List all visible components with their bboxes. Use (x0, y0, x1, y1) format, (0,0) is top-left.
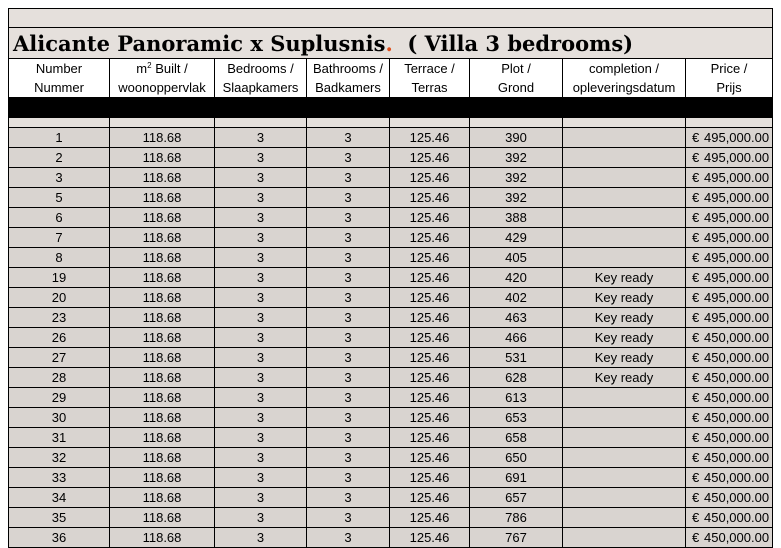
spacer-cell[interactable] (307, 118, 390, 128)
cell-number[interactable]: 32 (9, 448, 110, 468)
cell-bathrooms[interactable]: 3 (307, 288, 390, 308)
price-table (8, 8, 773, 548)
cell-completion[interactable] (563, 448, 686, 468)
cell-bathrooms[interactable]: 3 (307, 388, 390, 408)
cell-completion[interactable] (563, 188, 686, 208)
currency-symbol: € (692, 450, 700, 465)
cell-built[interactable]: 118.68 (110, 168, 215, 188)
cell-number[interactable]: 19 (9, 268, 110, 288)
spreadsheet (8, 8, 772, 548)
cell-bathrooms[interactable]: 3 (307, 228, 390, 248)
cell-bathrooms[interactable]: 3 (307, 128, 390, 148)
cell-bedrooms[interactable]: 3 (215, 328, 307, 348)
price-value: 495,000.00 (704, 150, 770, 165)
cell-bedrooms[interactable]: 3 (215, 128, 307, 148)
table-row (9, 468, 773, 488)
cell-bathrooms[interactable]: 3 (307, 268, 390, 288)
cell-terrace[interactable]: 125.46 (390, 408, 470, 428)
cell-plot[interactable]: 653 (470, 408, 563, 428)
cell-plot[interactable]: 463 (470, 308, 563, 328)
currency-symbol: € (692, 150, 700, 165)
price-value: 450,000.00 (704, 390, 770, 405)
header-price[interactable]: Price / Prijs (686, 59, 773, 98)
cell-built[interactable]: 118.68 (110, 488, 215, 508)
cell-bedrooms[interactable]: 3 (215, 488, 307, 508)
cell-plot[interactable]: 531 (470, 348, 563, 368)
cell-built[interactable]: 118.68 (110, 208, 215, 228)
cell-built[interactable]: 118.68 (110, 408, 215, 428)
price-value: 450,000.00 (704, 490, 770, 505)
cell-number[interactable]: 34 (9, 488, 110, 508)
currency-symbol: € (692, 470, 700, 485)
cell-plot[interactable]: 388 (470, 208, 563, 228)
cell-terrace[interactable]: 125.46 (390, 388, 470, 408)
cell-number[interactable]: 30 (9, 408, 110, 428)
cell-terrace[interactable]: 125.46 (390, 428, 470, 448)
currency-symbol: € (692, 250, 700, 265)
cell-bedrooms[interactable]: 3 (215, 168, 307, 188)
cell-price[interactable] (686, 208, 773, 228)
cell-bathrooms[interactable]: 3 (307, 328, 390, 348)
currency-symbol: € (692, 330, 700, 345)
cell-bedrooms[interactable]: 3 (215, 468, 307, 488)
price-value: 495,000.00 (704, 270, 770, 285)
spacer-cell[interactable] (390, 118, 470, 128)
currency-symbol: € (692, 410, 700, 425)
cell-price[interactable] (686, 288, 773, 308)
header-bedrooms[interactable]: Bedrooms / Slaapkamers (215, 59, 307, 98)
spacer-cell[interactable] (470, 118, 563, 128)
cell-bedrooms[interactable]: 3 (215, 148, 307, 168)
cell-terrace[interactable]: 125.46 (390, 228, 470, 248)
title-cell[interactable] (9, 28, 773, 59)
cell-bedrooms[interactable]: 3 (215, 188, 307, 208)
price-value: 450,000.00 (704, 370, 770, 385)
currency-symbol: € (692, 230, 700, 245)
cell-terrace[interactable]: 125.46 (390, 448, 470, 468)
price-value: 495,000.00 (704, 130, 770, 145)
currency-symbol: € (692, 210, 700, 225)
table-row (9, 488, 773, 508)
table-row (9, 268, 773, 288)
header-terrace[interactable]: Terrace / Terras (390, 59, 470, 98)
cell-plot[interactable]: 691 (470, 468, 563, 488)
cell-plot[interactable]: 650 (470, 448, 563, 468)
cell-plot[interactable]: 392 (470, 188, 563, 208)
cell-terrace[interactable]: 125.46 (390, 288, 470, 308)
cell-price[interactable] (686, 188, 773, 208)
cell-plot[interactable]: 390 (470, 128, 563, 148)
cell-bedrooms[interactable]: 3 (215, 308, 307, 328)
currency-symbol: € (692, 390, 700, 405)
cell-number[interactable]: 31 (9, 428, 110, 448)
cell-bedrooms[interactable]: 3 (215, 248, 307, 268)
cell-completion[interactable]: Key ready (563, 288, 686, 308)
title-main: Alicante Panoramic x Suplusnis (13, 30, 386, 56)
cell-completion[interactable] (563, 228, 686, 248)
cell-terrace[interactable]: 125.46 (390, 128, 470, 148)
table-row (9, 308, 773, 328)
table-row (9, 388, 773, 408)
cell-number[interactable]: 20 (9, 288, 110, 308)
cell-bathrooms[interactable]: 3 (307, 188, 390, 208)
currency-symbol: € (692, 490, 700, 505)
cell-price[interactable] (686, 308, 773, 328)
cell-completion[interactable] (563, 488, 686, 508)
cell-number[interactable]: 29 (9, 388, 110, 408)
currency-symbol: € (692, 290, 700, 305)
cell-built[interactable]: 118.68 (110, 228, 215, 248)
header-bathrooms[interactable]: Bathrooms / Badkamers (307, 59, 390, 98)
spacer-cell[interactable] (563, 118, 686, 128)
cell-built[interactable]: 118.68 (110, 448, 215, 468)
cell-completion[interactable]: Key ready (563, 308, 686, 328)
cell-plot[interactable]: 628 (470, 368, 563, 388)
cell-terrace[interactable]: 125.46 (390, 208, 470, 228)
cell-built[interactable]: 118.68 (110, 528, 215, 548)
cell-terrace[interactable]: 125.46 (390, 328, 470, 348)
cell-terrace[interactable]: 125.46 (390, 148, 470, 168)
cell-completion[interactable] (563, 528, 686, 548)
empty-cell[interactable] (9, 9, 773, 28)
cell-plot[interactable]: 405 (470, 248, 563, 268)
spacer-row (9, 118, 773, 128)
cell-bathrooms[interactable]: 3 (307, 348, 390, 368)
cell-terrace[interactable]: 125.46 (390, 168, 470, 188)
cell-price[interactable] (686, 508, 773, 528)
separator-cell[interactable] (9, 98, 773, 118)
cell-terrace[interactable]: 125.46 (390, 368, 470, 388)
cell-number[interactable]: 3 (9, 168, 110, 188)
cell-bathrooms[interactable]: 3 (307, 468, 390, 488)
spacer-cell[interactable] (215, 118, 307, 128)
cell-terrace[interactable]: 125.46 (390, 348, 470, 368)
cell-bedrooms[interactable]: 3 (215, 408, 307, 428)
currency-symbol: € (692, 130, 700, 145)
cell-bedrooms[interactable]: 3 (215, 288, 307, 308)
price-value: 450,000.00 (704, 510, 770, 525)
currency-symbol: € (692, 170, 700, 185)
cell-bathrooms[interactable]: 3 (307, 308, 390, 328)
cell-completion[interactable]: Key ready (563, 328, 686, 348)
cell-bathrooms[interactable]: 3 (307, 248, 390, 268)
cell-completion[interactable] (563, 208, 686, 228)
cell-bedrooms[interactable]: 3 (215, 428, 307, 448)
header-number[interactable]: Number Nummer (9, 59, 110, 98)
cell-number[interactable]: 27 (9, 348, 110, 368)
empty-top-row (9, 9, 773, 28)
currency-symbol: € (692, 350, 700, 365)
cell-bedrooms[interactable]: 3 (215, 368, 307, 388)
cell-number[interactable]: 35 (9, 508, 110, 528)
currency-symbol: € (692, 530, 700, 545)
cell-plot[interactable]: 420 (470, 268, 563, 288)
cell-number[interactable]: 1 (9, 128, 110, 148)
spacer-cell[interactable] (110, 118, 215, 128)
cell-terrace[interactable]: 125.46 (390, 308, 470, 328)
table-row (9, 208, 773, 228)
title-dot: . (385, 30, 393, 56)
cell-price[interactable] (686, 228, 773, 248)
cell-bathrooms[interactable]: 3 (307, 208, 390, 228)
price-value: 495,000.00 (704, 190, 770, 205)
cell-terrace[interactable]: 125.46 (390, 528, 470, 548)
cell-terrace[interactable]: 125.46 (390, 268, 470, 288)
price-value: 450,000.00 (704, 450, 770, 465)
price-value: 495,000.00 (704, 290, 770, 305)
cell-plot[interactable]: 613 (470, 388, 563, 408)
cell-built[interactable]: 118.68 (110, 268, 215, 288)
cell-bathrooms[interactable]: 3 (307, 508, 390, 528)
price-value: 495,000.00 (704, 210, 770, 225)
table-row (9, 368, 773, 388)
cell-bathrooms[interactable]: 3 (307, 488, 390, 508)
cell-built[interactable]: 118.68 (110, 128, 215, 148)
cell-completion[interactable] (563, 508, 686, 528)
cell-price[interactable] (686, 388, 773, 408)
cell-built[interactable]: 118.68 (110, 328, 215, 348)
cell-completion[interactable]: Key ready (563, 368, 686, 388)
cell-price[interactable] (686, 168, 773, 188)
cell-price[interactable] (686, 488, 773, 508)
cell-completion[interactable] (563, 128, 686, 148)
price-value: 495,000.00 (704, 230, 770, 245)
cell-built[interactable]: 118.68 (110, 248, 215, 268)
cell-built[interactable]: 118.68 (110, 288, 215, 308)
currency-symbol: € (692, 270, 700, 285)
table-row (9, 148, 773, 168)
table-row (9, 528, 773, 548)
price-value: 495,000.00 (704, 250, 770, 265)
cell-price[interactable] (686, 348, 773, 368)
cell-built[interactable]: 118.68 (110, 368, 215, 388)
table-row (9, 348, 773, 368)
cell-number[interactable]: 8 (9, 248, 110, 268)
price-value: 450,000.00 (704, 430, 770, 445)
cell-number[interactable]: 23 (9, 308, 110, 328)
cell-number[interactable]: 7 (9, 228, 110, 248)
title-sub: ( Villa 3 bedrooms) (392, 30, 634, 56)
cell-built[interactable]: 118.68 (110, 508, 215, 528)
black-separator-row (9, 98, 773, 118)
cell-bedrooms[interactable]: 3 (215, 348, 307, 368)
cell-bathrooms[interactable]: 3 (307, 368, 390, 388)
cell-completion[interactable] (563, 248, 686, 268)
cell-number[interactable]: 26 (9, 328, 110, 348)
header-row (9, 59, 773, 98)
cell-plot[interactable]: 767 (470, 528, 563, 548)
cell-number[interactable]: 28 (9, 368, 110, 388)
cell-bedrooms[interactable]: 3 (215, 228, 307, 248)
cell-number[interactable]: 2 (9, 148, 110, 168)
cell-completion[interactable]: Key ready (563, 268, 686, 288)
table-row (9, 228, 773, 248)
cell-price[interactable] (686, 128, 773, 148)
spacer-cell[interactable] (9, 118, 110, 128)
cell-plot[interactable]: 657 (470, 488, 563, 508)
cell-completion[interactable] (563, 428, 686, 448)
spacer-cell[interactable] (686, 118, 773, 128)
cell-terrace[interactable]: 125.46 (390, 248, 470, 268)
cell-terrace[interactable]: 125.46 (390, 468, 470, 488)
cell-built[interactable]: 118.68 (110, 388, 215, 408)
cell-completion[interactable] (563, 148, 686, 168)
cell-completion[interactable] (563, 388, 686, 408)
table-row (9, 248, 773, 268)
price-value: 450,000.00 (704, 350, 770, 365)
title-row (9, 28, 773, 59)
cell-terrace[interactable]: 125.46 (390, 488, 470, 508)
cell-bedrooms[interactable]: 3 (215, 268, 307, 288)
cell-price[interactable] (686, 468, 773, 488)
cell-plot[interactable]: 786 (470, 508, 563, 528)
cell-price[interactable] (686, 248, 773, 268)
price-value: 450,000.00 (704, 470, 770, 485)
cell-bathrooms[interactable]: 3 (307, 528, 390, 548)
cell-price[interactable] (686, 328, 773, 348)
price-value: 495,000.00 (704, 310, 770, 325)
table-row (9, 128, 773, 148)
table-row (9, 408, 773, 428)
data-rows (9, 128, 773, 548)
cell-completion[interactable] (563, 408, 686, 428)
cell-built[interactable]: 118.68 (110, 468, 215, 488)
cell-price[interactable] (686, 448, 773, 468)
header-plot[interactable]: Plot / Grond (470, 59, 563, 98)
cell-terrace[interactable]: 125.46 (390, 508, 470, 528)
cell-bedrooms[interactable]: 3 (215, 508, 307, 528)
cell-plot[interactable]: 392 (470, 168, 563, 188)
cell-plot[interactable]: 658 (470, 428, 563, 448)
cell-bathrooms[interactable]: 3 (307, 408, 390, 428)
cell-number[interactable]: 6 (9, 208, 110, 228)
cell-number[interactable]: 5 (9, 188, 110, 208)
currency-symbol: € (692, 510, 700, 525)
cell-bathrooms[interactable]: 3 (307, 168, 390, 188)
cell-built[interactable]: 118.68 (110, 428, 215, 448)
cell-completion[interactable] (563, 168, 686, 188)
table-row (9, 168, 773, 188)
cell-bathrooms[interactable]: 3 (307, 428, 390, 448)
cell-terrace[interactable]: 125.46 (390, 188, 470, 208)
currency-symbol: € (692, 190, 700, 205)
price-value: 450,000.00 (704, 330, 770, 345)
cell-price[interactable] (686, 428, 773, 448)
cell-price[interactable] (686, 368, 773, 388)
cell-plot[interactable]: 402 (470, 288, 563, 308)
cell-bedrooms[interactable]: 3 (215, 528, 307, 548)
header-built[interactable]: $m^2$ Built / woonoppervlak (110, 59, 215, 98)
table-row (9, 508, 773, 528)
cell-bedrooms[interactable]: 3 (215, 448, 307, 468)
table-row (9, 188, 773, 208)
table-row (9, 448, 773, 468)
currency-symbol: € (692, 430, 700, 445)
table-row (9, 288, 773, 308)
cell-bedrooms[interactable]: 3 (215, 208, 307, 228)
cell-price[interactable] (686, 268, 773, 288)
cell-plot[interactable]: 466 (470, 328, 563, 348)
price-value: 450,000.00 (704, 530, 770, 545)
cell-built[interactable]: 118.68 (110, 308, 215, 328)
price-value: 495,000.00 (704, 170, 770, 185)
cell-bathrooms[interactable]: 3 (307, 448, 390, 468)
cell-price[interactable] (686, 528, 773, 548)
cell-number[interactable]: 33 (9, 468, 110, 488)
currency-symbol: € (692, 310, 700, 325)
price-value: 450,000.00 (704, 410, 770, 425)
cell-built[interactable]: 118.68 (110, 348, 215, 368)
currency-symbol: € (692, 370, 700, 385)
cell-plot[interactable]: 392 (470, 148, 563, 168)
table-row (9, 328, 773, 348)
cell-completion[interactable]: Key ready (563, 348, 686, 368)
cell-bathrooms[interactable]: 3 (307, 148, 390, 168)
cell-price[interactable] (686, 148, 773, 168)
table-row (9, 428, 773, 448)
header-completion[interactable]: completion / opleveringsdatum (563, 59, 686, 98)
cell-number[interactable]: 36 (9, 528, 110, 548)
cell-plot[interactable]: 429 (470, 228, 563, 248)
cell-bedrooms[interactable]: 3 (215, 388, 307, 408)
cell-built[interactable]: 118.68 (110, 188, 215, 208)
cell-price[interactable] (686, 408, 773, 428)
cell-completion[interactable] (563, 468, 686, 488)
cell-built[interactable]: 118.68 (110, 148, 215, 168)
